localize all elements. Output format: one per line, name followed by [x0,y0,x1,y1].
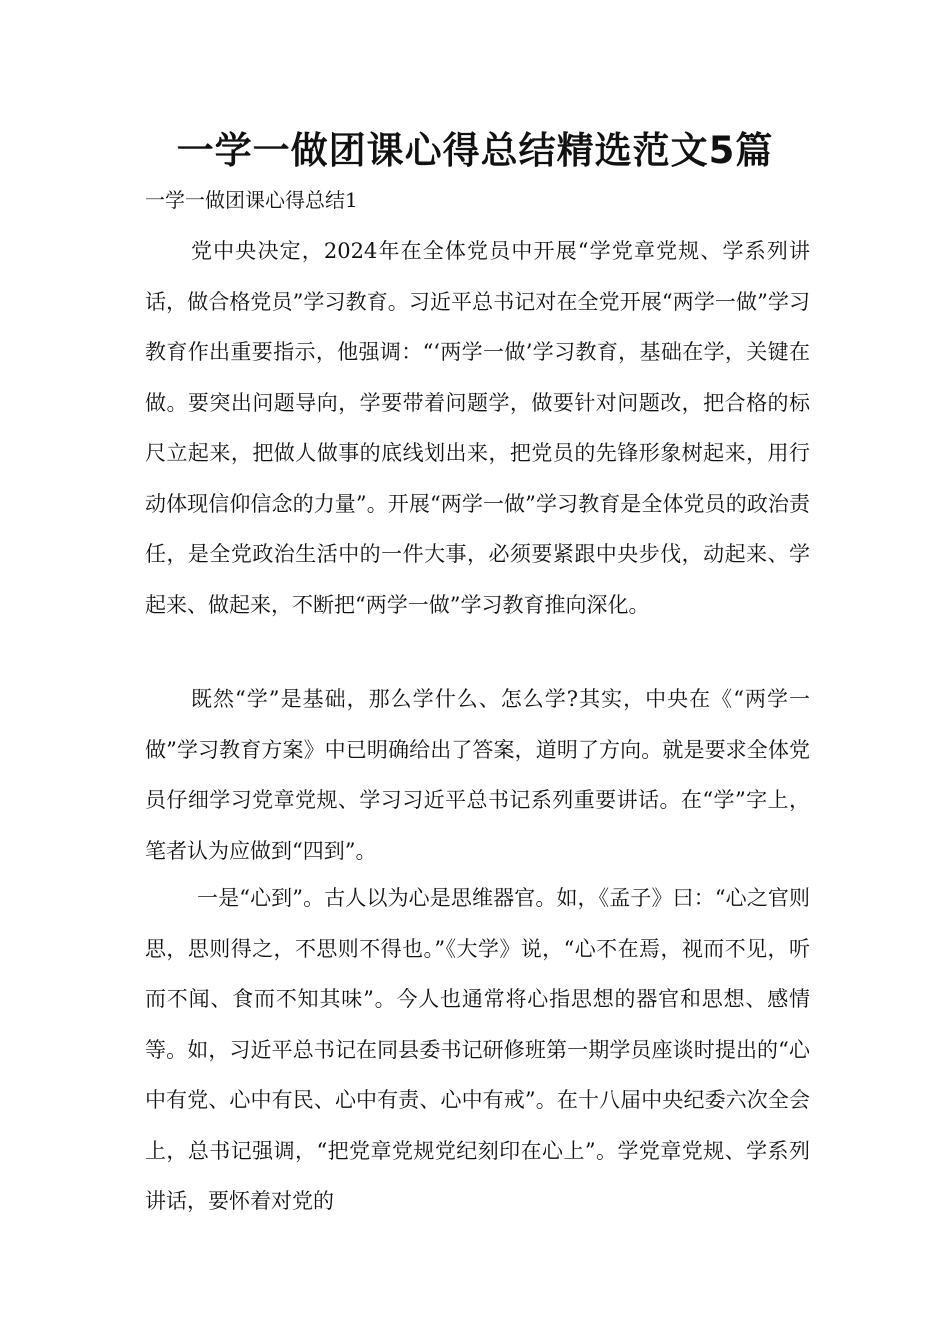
paragraph-3: 一是“心到”。古人以为心是思维器官。如，《孟子》曰：“心之官则思，思则得之，不思则不得也。”《大学》说，“心不在焉，视而不见，听而不闻、食而不知其味”。今人也通常将心指思想的器官和思想、感情等。如，习近平总书记在同县委书记研修班第一期学员座谈时提出的“心中有党、心中有民、心中有责、心中有戒”。在十八届中央纪委六次全会上，总书记强调，“把党章党规党纪刻印在心上”。学党章党规、学系列讲话，要怀着对党的 [145,886,810,1213]
section-heading: 一学一做团课心得总结1 [145,188,358,212]
paragraph-1: 党中央决定，2024年在全体党员中开展“学党章党规、学系列讲话，做合格党员”学习教育。习近平总书记对在全党开展“两学一做”学习教育作出重要指示，他强调：“‘两学一做’学习教育，基础在学，关键在做。要突出问题导向，学要带着问题学，做要针对问题改，把合格的标尺立起来，把做人做事的底线划出来，把党员的先锋形象树起来，用行动体现信仰信念的力量”。开展“两学一做”学习教育是全体党员的政治责任，是全党政治生活中的一件大事，必须要紧跟中央步伐，动起来、学起来、做起来，不断把“两学一做”学习教育推向深化。 [145,239,810,617]
document-title: 一学一做团课心得总结精选范文5篇 [176,129,774,172]
paragraph-2: 既然“学”是基础，那么学什么、怎么学?其实，中央在《“两学一做”学习教育方案》中已明确给出了答案，道明了方向。就是要求全体党员仔细学习党章党规、学习习近平总书记系列重要讲话。在“学”字上，笔者认为应做到“四到”。 [145,687,810,863]
